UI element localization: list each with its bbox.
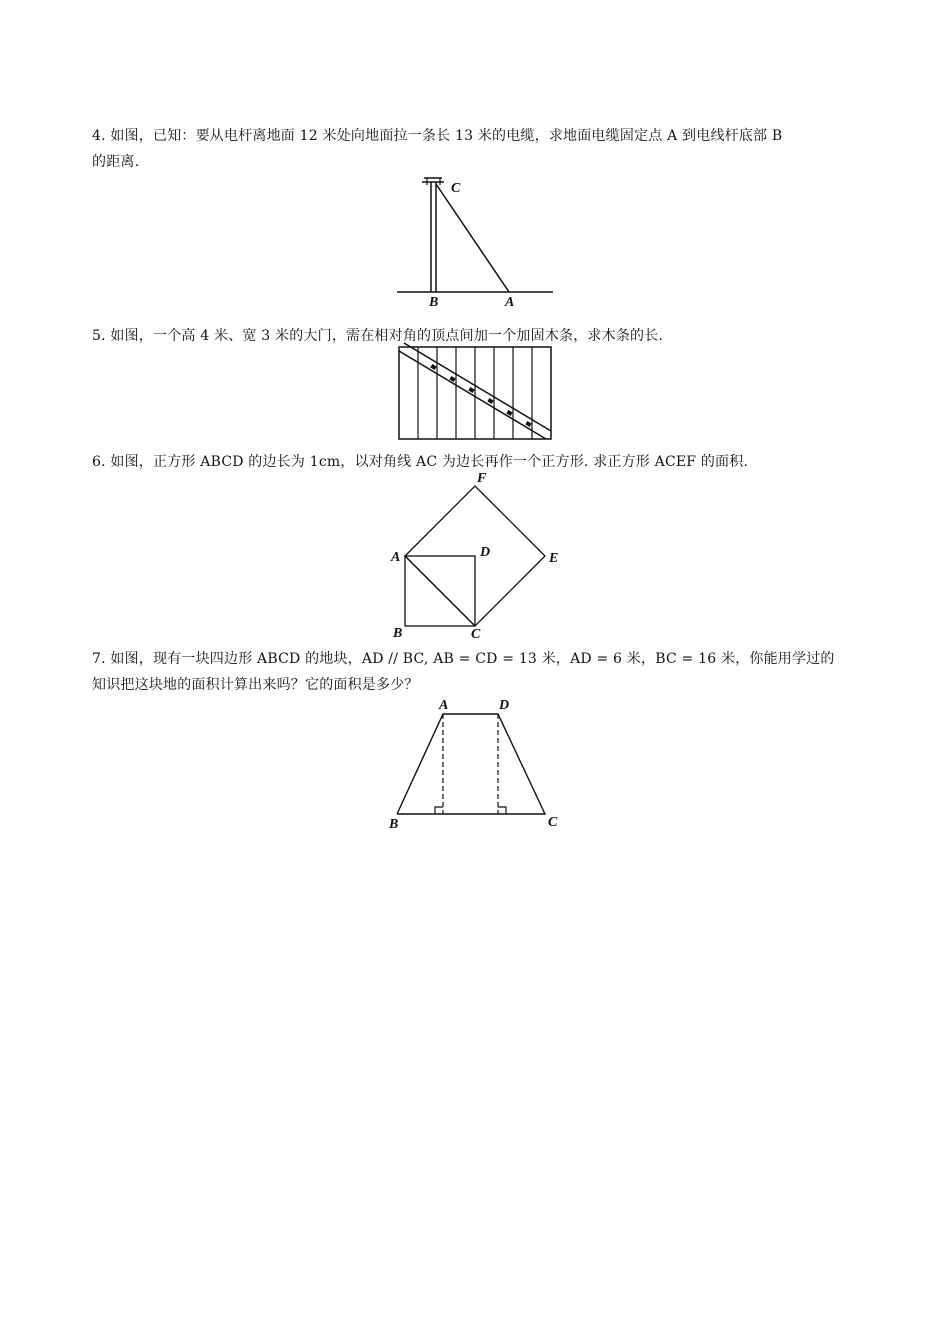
q4-pole-cable-figure: [395, 172, 565, 312]
q6-label-f: F: [477, 471, 487, 486]
q4-text-line2: 的距离.: [92, 154, 140, 170]
q4-label-a: A: [505, 295, 515, 310]
q4-text-line1: 4. 如图，已知：要从电杆离地面 12 米处向地面拉一条长 13 米的电缆，求地面电缆固定点 A 到电线杆底部 B: [92, 128, 783, 144]
q6-label-a: A: [391, 550, 401, 565]
q7-label-d: D: [499, 698, 510, 713]
q7-label-b: B: [389, 817, 399, 832]
q6-label-c: C: [471, 627, 481, 642]
q5-text-line1: 5. 如图，一个高 4 米、宽 3 米的大门，需在相对角的顶点间加一个加固木条，求木条的长.: [92, 328, 664, 344]
q6-text-line1: 6. 如图，正方形 ABCD 的边长为 1cm，以对角线 AC 为边长再作一个正方形. 求正方形 ACEF 的面积.: [92, 454, 749, 470]
q4-label-c: C: [451, 181, 461, 196]
q6-label-d: D: [480, 545, 491, 560]
q4-label-b: B: [429, 295, 439, 310]
q6-label-b: B: [393, 626, 403, 641]
q7-text-line1: 7. 如图，现有一块四边形 ABCD 的地块，AD // BC, AB = CD = 13 米，AD = 6 米，BC = 16 米，你能用学过的: [92, 651, 835, 667]
q7-trapezoid-figure: [385, 695, 575, 830]
q6-squares-figure: [385, 470, 575, 640]
q6-label-e: E: [549, 551, 559, 566]
q7-text-line2: 知识把这块地的面积计算出来吗？它的面积是多少？: [92, 677, 419, 693]
q7-label-a: A: [439, 698, 449, 713]
q5-gate-figure: [398, 346, 552, 440]
q7-label-c: C: [548, 815, 558, 830]
